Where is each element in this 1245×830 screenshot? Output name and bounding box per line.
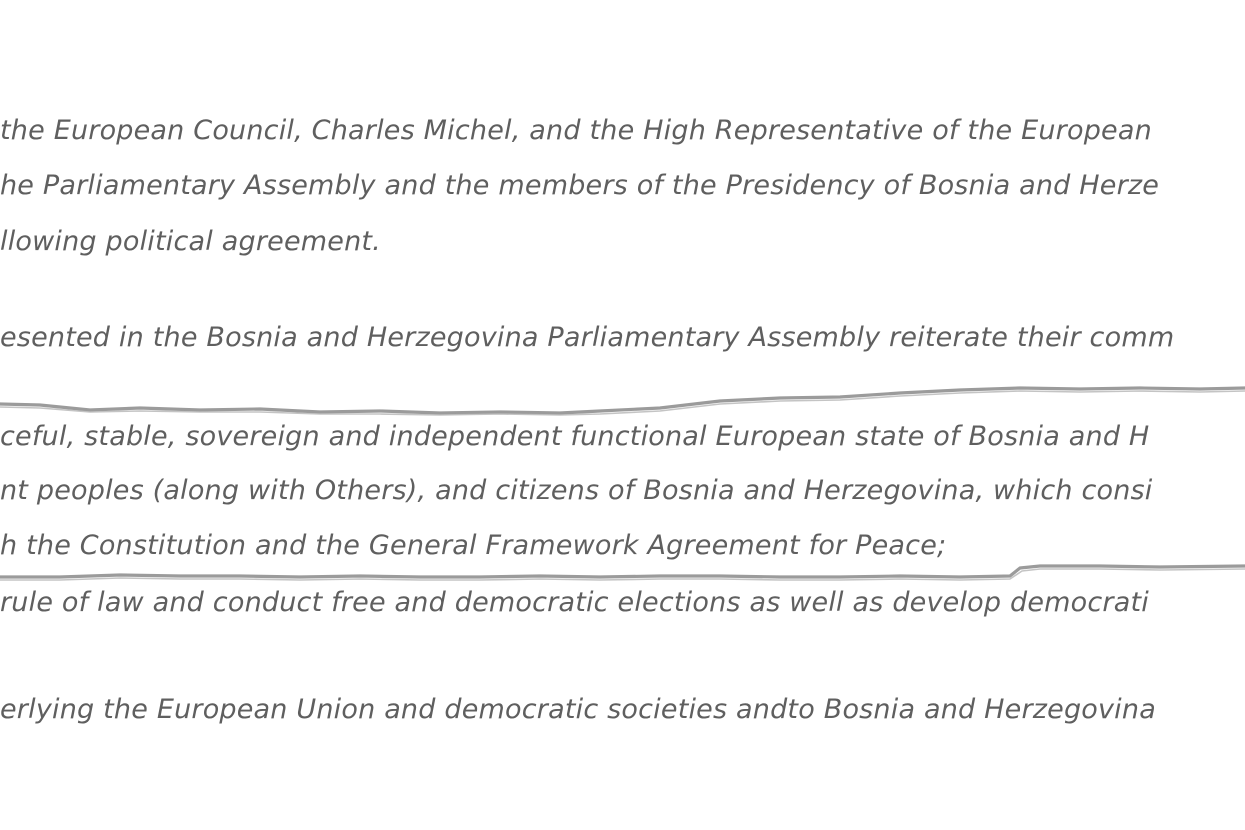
text-line: the European Council, Charles Michel, and the High Representative of the European (0, 115, 1152, 146)
text-line: llowing political agreement. (0, 226, 381, 257)
text-line: rule of law and conduct free and democratic elections as well as develop democrati (0, 587, 1149, 618)
text-line: h the Constitution and the General Framework Agreement for Peace; (0, 530, 947, 561)
text-line: nt peoples (along with Others), and citizens of Bosnia and Herzegovina, which consi (0, 475, 1153, 506)
text-line: he Parliamentary Assembly and the members of the Presidency of Bosnia and Herze (0, 170, 1160, 201)
text-line: erlying the European Union and democratic societies andto Bosnia and Herzegovina (0, 694, 1156, 725)
tear-line-upper (0, 388, 1245, 413)
text-line: esented in the Bosnia and Herzegovina Parliamentary Assembly reiterate their comm (0, 322, 1175, 353)
tear-line-lower (0, 566, 1245, 577)
text-line: ceful, stable, sovereign and independent functional European state of Bosnia and H (0, 421, 1150, 452)
